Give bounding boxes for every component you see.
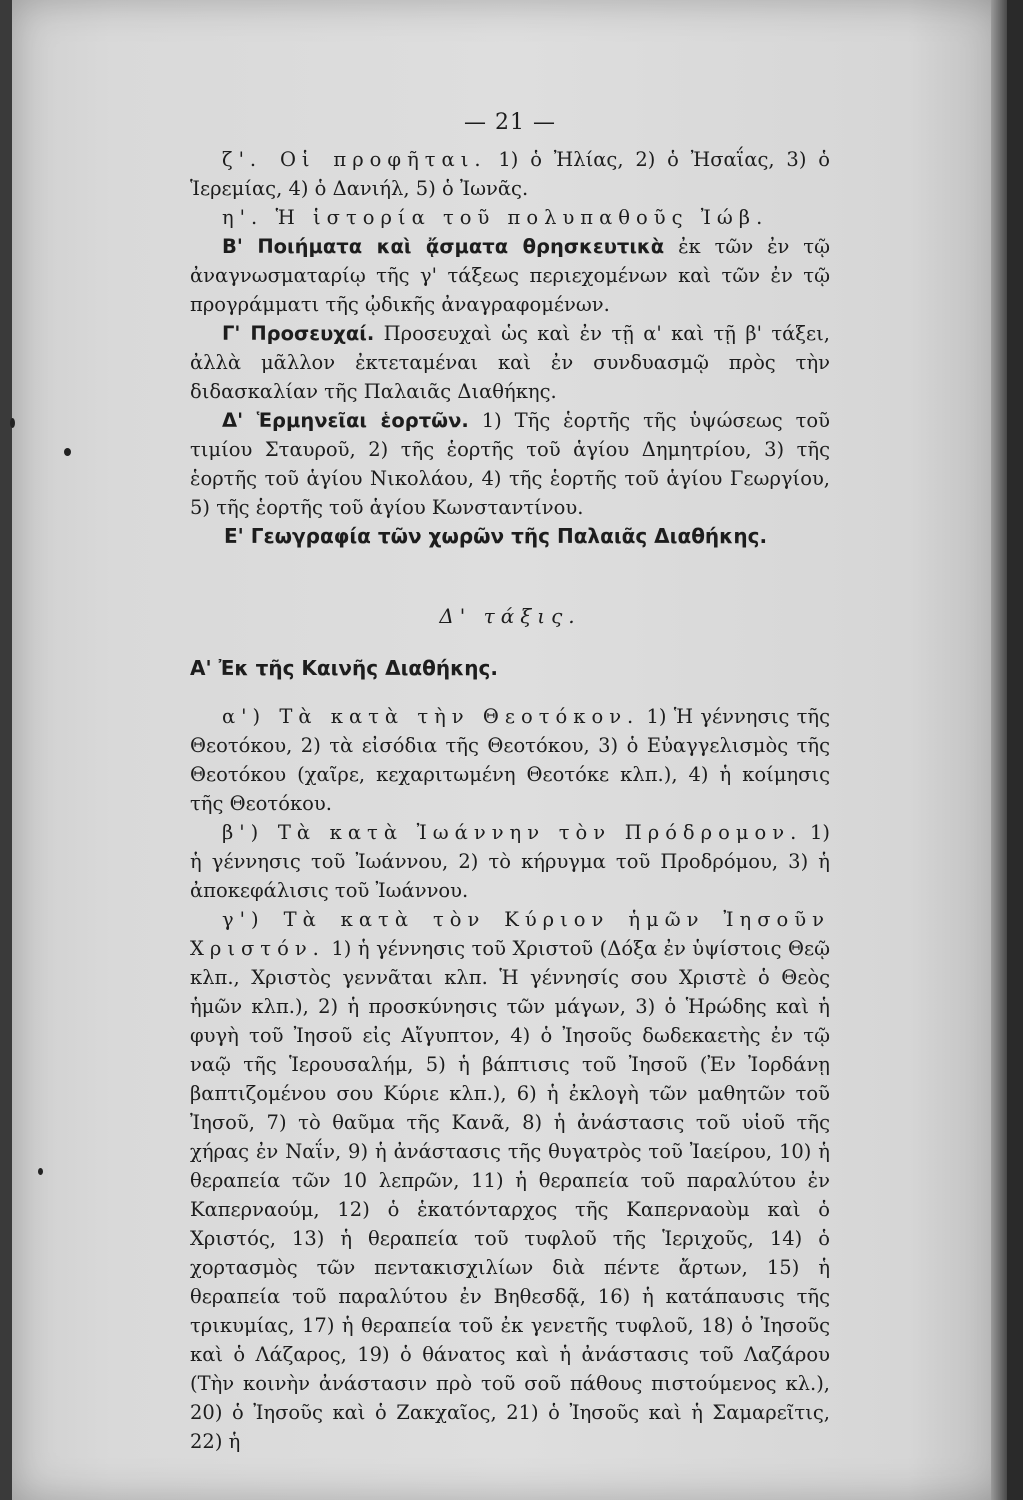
list-item [190,905,830,1456]
grade-heading: Δ' τάξις. [439,604,581,628]
section-d-label: Δ' Ἑρμηνεῖαι ἑορτῶν. [222,409,469,432]
item-label: α') Τὰ κατὰ τὴν Θεοτόκον. [222,705,640,728]
section-g [190,319,830,406]
item-text: 1) ἡ γέννησις τοῦ Χριστοῦ (Δόξα ἐν ὑψίστοις Θεῷ κλπ., Χριστὸς γεννᾶται κλπ. Ἡ γέννησίς σου Χριστὲ ὁ Θεὸς ἡμῶν κλπ.), 2) ἡ προσκύνησις τῶν μάγων, 3) ὁ Ἡρώδης καὶ ἡ φυγὴ τοῦ Ἰησοῦ εἰς Αἴγυπτον, 4) ὁ Ἰησοῦς δωδεκαετὴς ἐν τῷ ναῷ τῆς Ἱερουσαλήμ, 5) ἡ βάπτισις τοῦ Ἰησοῦ (Ἐν Ἰορδάνῃ βαπτιζομένου σου Κύριε κλπ.), 6) ἡ ἐκλογὴ τῶν μαθητῶν τοῦ Ἰησοῦ, 7) τὸ θαῦμα τῆς Κανᾶ, 8) ἡ ἀνάστασις τοῦ υἱοῦ τῆς χήρας ἐν Ναΐν, 9) ἡ ἀνάστασις τῆς θυγατρὸς τοῦ Ἰαείρου, 10) ἡ θεραπεία τῶν 10 λεπρῶν, 11) ἡ θεραπεία τοῦ παραλύτου ἐν Καπερναούμ, 12) ὁ ἑκατόνταρχος τῆς Καπερναοὺμ καὶ ὁ Χριστός, 13) ἡ θεραπεία τοῦ τυφλοῦ τῆς Ἱεριχοῦς, 14) ὁ χορτασμὸς τῶν πεντακισχιλίων διὰ πέντε ἄρτων, 15) ἡ θεραπεία τοῦ παραλύτου ἐν Βηθεσδᾷ, 16) ἡ κατάπαυσις τῆς τρικυμίας, 17) ἡ θεραπεία τοῦ ἐκ γενετῆς τυφλοῦ, 18) ὁ Ἰησοῦς καὶ ὁ Λάζαρος, 19) ὁ θάνατος καὶ ἡ ἀνάστασις τοῦ Λαζάρου (Τὴν κοινὴν ἀνάστασιν πρὸ τοῦ σοῦ πάθους πιστούμενος κλ.), 20) ὁ Ἰησοῦς καὶ ὁ Ζακχαῖος, 21) ὁ Ἰησοῦς καὶ ἡ Σαμαρεῖτις, 22) ἡ [190,937,830,1453]
list-item [190,818,830,905]
section-b [190,232,830,319]
prophets-text: 1) ὁ Ἠλίας, 2) ὁ Ἠσαΐας, 3) ὁ Ἱερεμίας, 4) ὁ Δανιήλ, 5) ὁ Ἰωνᾶς. [190,148,831,200]
item-label: γ') Τὰ κατὰ τὸν Κύριον ἡμῶν Ἰησοῦν Χριστόν. [190,908,830,960]
section-g-text: Προσευχαὶ ὡς καὶ ἐν τῇ α' καὶ τῇ β' τάξει, ἀλλὰ μᾶλλον ἐκτεταμέναι καὶ ἐν συνδυασμῷ πρὸς τὴν διδασκαλίαν τῆς Παλαιᾶς Διαθήκης. [190,322,830,403]
section-e-title: Ε' Γεωγραφία τῶν χωρῶν τῆς Παλαιᾶς Διαθήκης. [224,524,768,548]
page-number: — 21 — [464,110,556,135]
job-paragraph [190,203,830,232]
item-label: β') Τὰ κατὰ Ἰωάννην τὸν Πρόδρομον. [222,821,803,844]
item-text: 1) ἡ γέννησις τοῦ Ἰωάννου, 2) τὸ κήρυγμα τοῦ Προδρόμου, 3) ἡ ἀποκεφάλισις τοῦ Ἰωάννου. [190,821,831,902]
section-b-text: ἐκ τῶν ἐν τῷ ἀναγνωσματαρίῳ τῆς γ' τάξεως περιεχομένων καὶ τῶν ἐν τῷ προγράμματι τῆς ᾠδικῆς ἀναγραφομένων. [190,235,830,316]
new-testament-heading: Α' Ἐκ τῆς Καινῆς Διαθήκης. [190,656,498,680]
section-d [190,406,830,522]
ink-spot [10,418,15,428]
item-text: 1) Ἡ γέννησις τῆς Θεοτόκου, 2) τὰ εἰσόδια τῆς Θεοτόκου, 3) ὁ Εὐαγγελισμὸς τῆς Θεοτόκου (χαῖρε, κεχαριτωμένη Θεοτόκε κλπ.), 4) ἡ κοίμησις τῆς Θεοτόκου. [190,705,830,815]
section-g-label: Γ' Προσευχαί. [222,322,375,345]
prophets-paragraph [190,145,830,203]
job-label: η'. Ἡ ἱστορία τοῦ πολυπαθοῦς Ἰώβ. [222,206,769,229]
page-right-edge [991,0,1007,1500]
page-text [190,110,830,1456]
ink-spot [64,448,71,456]
section-b-label: Β' Ποιήματα καὶ ᾄσματα θρησκευτικὰ [222,235,665,258]
section-d-text: 1) Τῆς ἑορτῆς τῆς ὑψώσεως τοῦ τιμίου Σταυροῦ, 2) τῆς ἑορτῆς τοῦ ἁγίου Δημητρίου, 3) τῆς ἑορτῆς τοῦ ἁγίου Νικολάου, 4) τῆς ἑορτῆς τοῦ ἁγίου Γεωργίου, 5) τῆς ἑορτῆς τοῦ ἁγίου Κωνσταντίνου. [190,409,831,519]
list-item [190,702,830,818]
ink-spot [38,1168,43,1175]
prophets-label: ζ'. Οἱ προφῆται. [222,148,487,171]
